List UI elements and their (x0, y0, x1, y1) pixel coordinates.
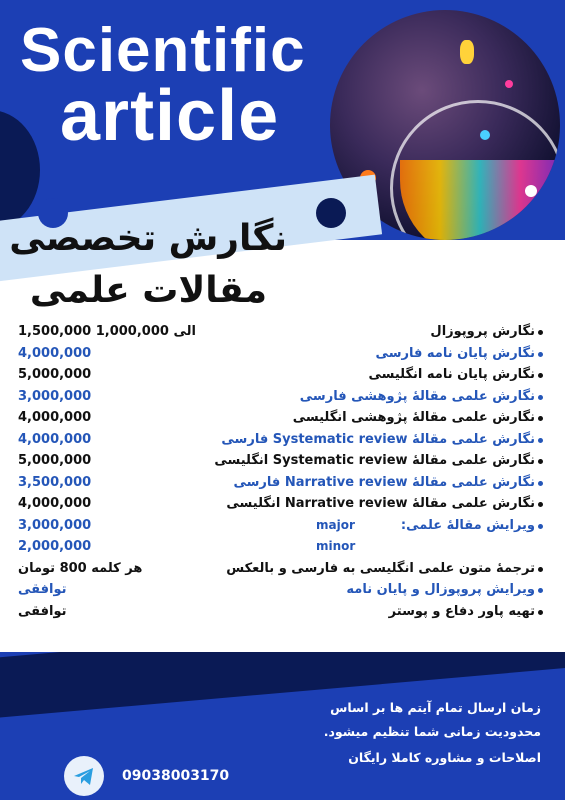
item-label: نگارش علمی مقالهٔ Narrative review انگلیسی (226, 496, 535, 511)
footer-line2: محدودیت زمانی شما تنظیم میشود. (323, 724, 541, 739)
item-price: 4,000,000 (18, 496, 92, 511)
list-item (0, 346, 565, 368)
bullet-icon (538, 610, 543, 615)
bullet-icon (538, 373, 543, 378)
bullet-icon (538, 459, 543, 464)
item-price: 3,500,000 (18, 474, 92, 490)
list-item (0, 389, 565, 411)
list-item (0, 432, 565, 454)
item-label: نگارش پایان نامه انگلیسی (368, 367, 535, 382)
item-price: 5,000,000 (18, 453, 92, 468)
list-item (0, 453, 565, 475)
list-item (0, 496, 565, 518)
list-item (0, 582, 565, 604)
list-item (0, 561, 565, 583)
item-label: نگارش پایان نامه فارسی (375, 345, 535, 361)
heading-line2: مقالات علمی (29, 270, 267, 311)
bullet-icon (538, 567, 543, 572)
list-item (0, 367, 565, 389)
list-item (0, 410, 565, 432)
decorative-circle (0, 110, 40, 230)
item-price: 4,000,000 (18, 431, 92, 447)
hero-title-line1: Scientific (20, 16, 306, 85)
list-item (0, 324, 565, 346)
item-label: ویرایش پروپوزال و پایان نامه (346, 582, 535, 597)
item-label: نگارش علمی مقالهٔ Systematic review انگلیسی (214, 453, 535, 468)
heading-line1: نگارش تخصصی (9, 218, 287, 259)
item-label: نگارش علمی مقالهٔ پژوهشی انگلیسی (292, 410, 535, 425)
item-price: هر کلمه 800 تومان (18, 560, 143, 576)
list-item (0, 475, 565, 497)
item-price: 1,500,000 الی 1,000,000 (18, 324, 196, 339)
item-price: 3,000,000 (18, 517, 92, 533)
item-label: نگارش علمی مقالهٔ پژوهشی فارسی (299, 388, 535, 404)
footer-line3: اصلاحات و مشاوره کاملا رایگان (348, 750, 541, 765)
item-price: توافقی (18, 582, 67, 597)
footer-line1: زمان ارسال تمام آیتم ها بر اساس (330, 700, 541, 715)
item-price: 4,000,000 (18, 345, 92, 361)
item-price: 2,000,000 (18, 539, 92, 554)
item-label: نگارش علمی مقالهٔ Systematic review فارسی (221, 431, 535, 447)
item-label: نگارش علمی مقالهٔ Narrative review فارسی (233, 474, 535, 490)
footer-banner (0, 652, 565, 800)
phone-number[interactable]: 09038003170 (122, 768, 230, 784)
bullet-icon (538, 395, 543, 400)
bullet-icon (538, 502, 543, 507)
list-item (0, 518, 565, 540)
telegram-icon[interactable] (64, 756, 104, 796)
item-price: 4,000,000 (18, 410, 92, 425)
hero-title-line2: article (60, 76, 280, 156)
item-price: توافقی (18, 603, 67, 619)
bullet-icon (538, 438, 543, 443)
item-price: 5,000,000 (18, 367, 92, 382)
decorative-dot (316, 198, 346, 228)
item-label: ویرایش مقالهٔ علمی: (400, 517, 535, 533)
bullet-icon (538, 352, 543, 357)
bullet-icon (538, 524, 543, 529)
item-label: نگارش پروپوزال (430, 324, 535, 339)
list-item (0, 539, 565, 561)
bullet-icon (538, 330, 543, 335)
bullet-icon (538, 481, 543, 486)
item-sublabel: major (316, 517, 355, 532)
bullet-icon (538, 416, 543, 421)
item-price: 3,000,000 (18, 388, 92, 404)
bullet-icon (538, 588, 543, 593)
item-sublabel: minor (316, 539, 356, 553)
item-label: تهیه پاور دفاع و پوستر (388, 603, 535, 619)
list-item (0, 604, 565, 626)
item-label: ترجمهٔ متون علمی انگلیسی به فارسی و بالعکس (226, 560, 535, 576)
